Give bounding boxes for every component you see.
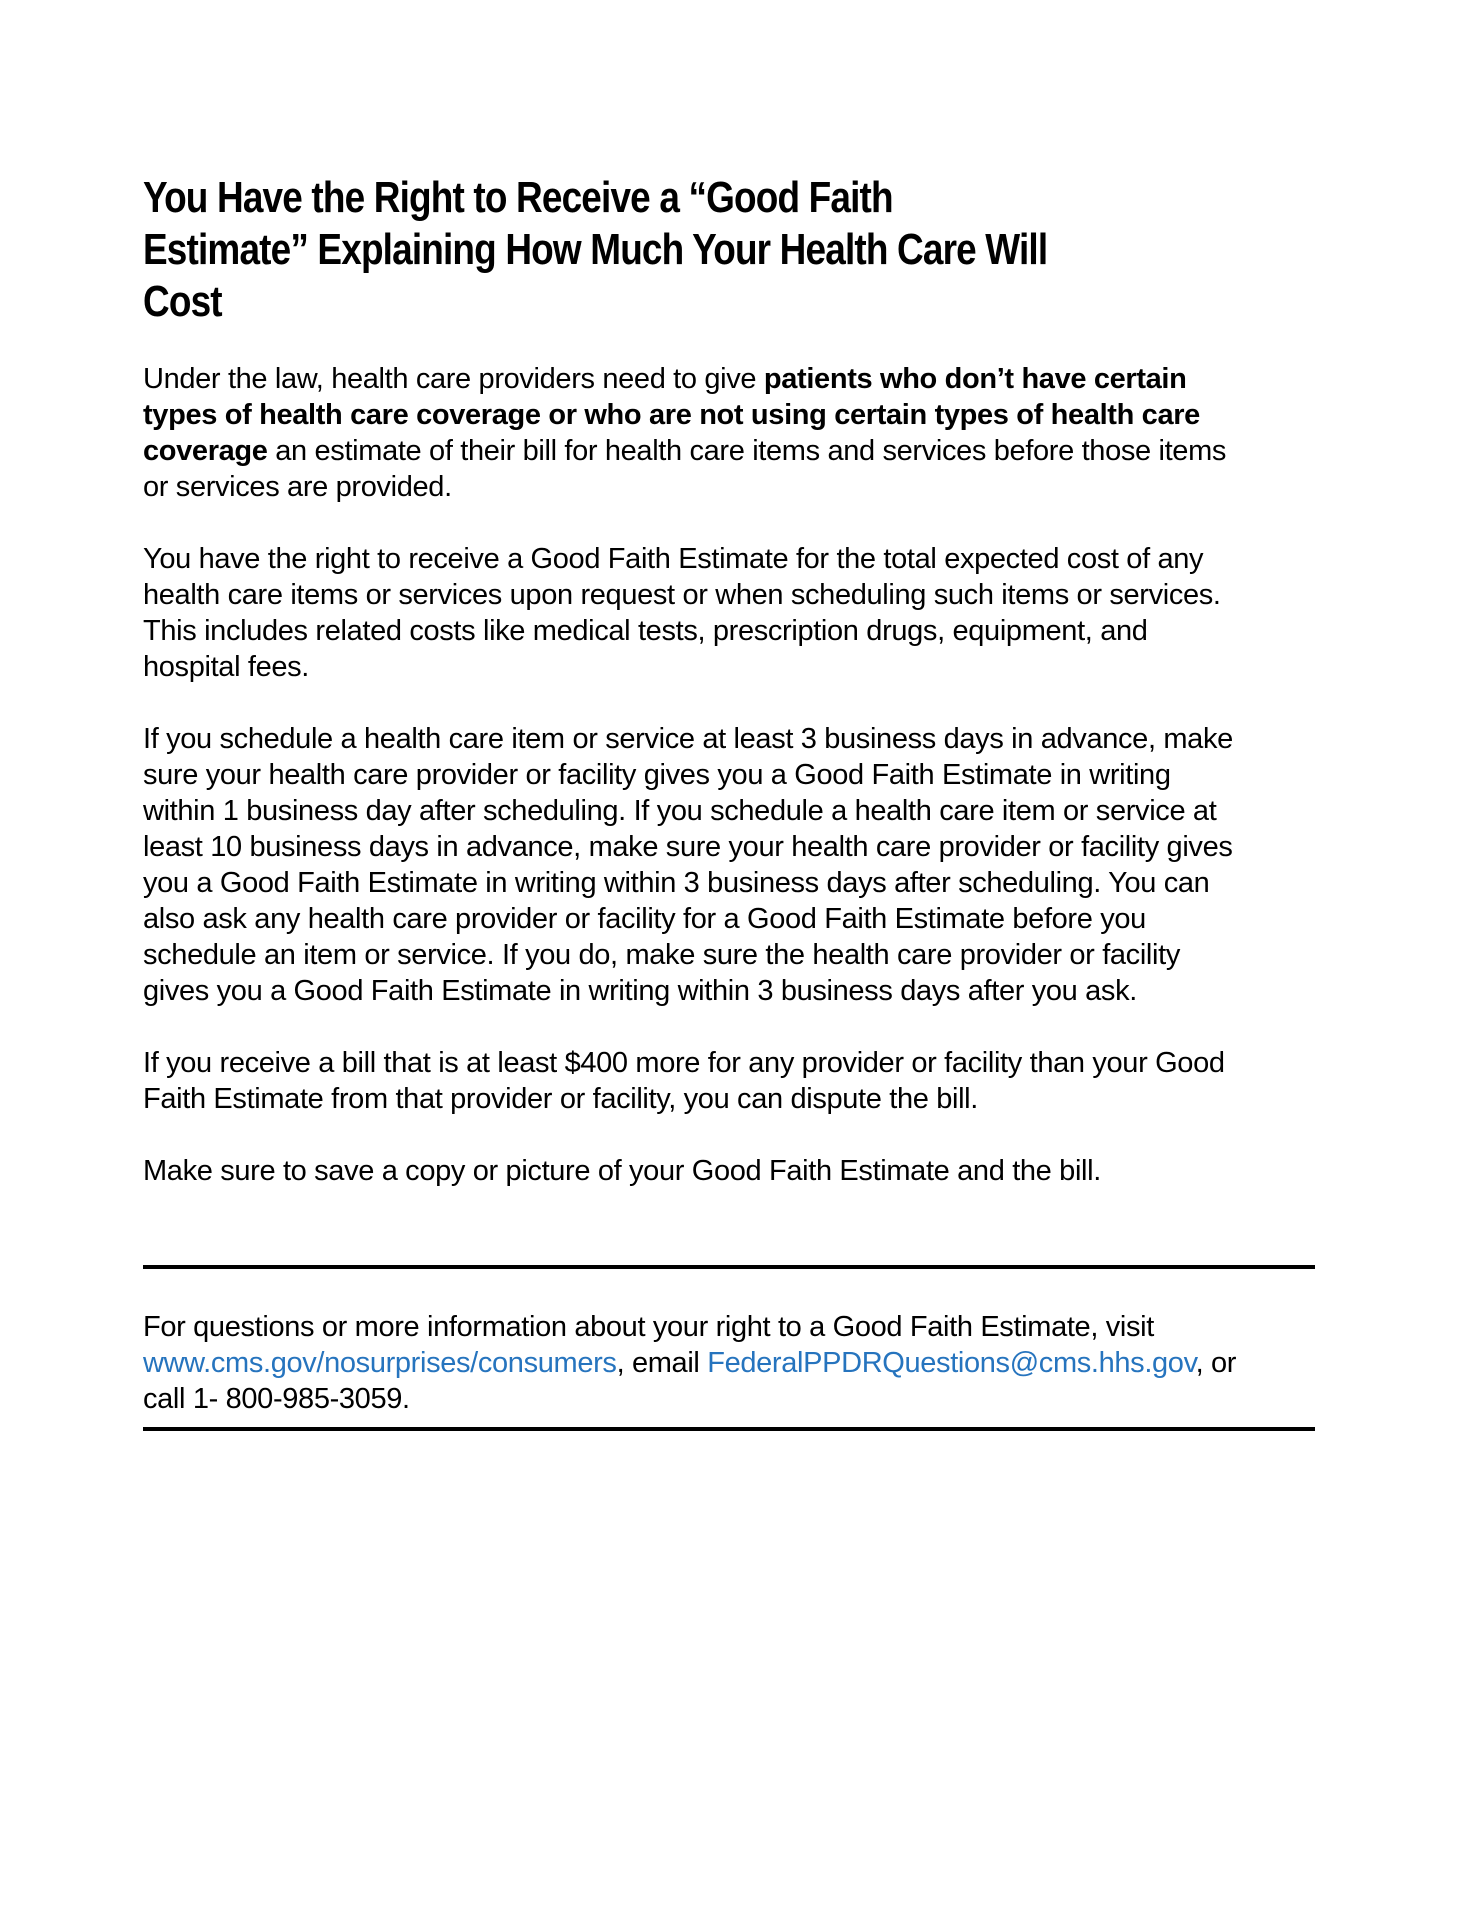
text-segment: Under the law, health care providers need to give [143,363,764,395]
paragraph-save-copy [143,1153,1315,1189]
text-segment: You have the right to receive a Good Faith Estimate for the total expected cost of any [143,543,1204,575]
text-line [143,793,1315,829]
text-segment: Cost [143,277,222,326]
text-segment: schedule an item or service. If you do, make sure the health care provider or facility [143,939,1180,971]
text-line [143,1381,1315,1417]
text-line [143,1045,1315,1081]
text-segment: , or [1195,1347,1237,1379]
federal-ppdr-email-link[interactable]: FederalPPDRQuestions@cms.hhs.gov [707,1347,1196,1379]
text-line [143,613,1315,649]
text-segment: , email [616,1347,708,1379]
text-segment: Faith Estimate from that provider or facility, you can dispute the bill. [143,1083,978,1115]
text-segment: hospital fees. [143,651,309,683]
text-segment: If you receive a bill that is at least $400 more for any provider or facility than your Good [143,1047,1225,1079]
text-segment: within 1 business day after scheduling. If you schedule a health care item or service at [143,795,1217,827]
paragraph-right-to-estimate [143,541,1315,685]
text-line [143,224,1127,276]
text-segment: gives you a Good Faith Estimate in writing within 3 business days after you ask. [143,975,1137,1007]
text-line [143,1153,1315,1189]
text-segment: Estimate” Explaining How Much Your Health Care Will [143,225,1048,274]
text-line [143,1345,1315,1381]
paragraph-scheduling-timelines [143,721,1315,1009]
document-content [143,172,1315,1431]
text-line [143,721,1315,757]
text-segment: or services are provided. [143,471,452,503]
text-segment: sure your health care provider or facility gives you a Good Faith Estimate in writing [143,759,1171,791]
text-segment: coverage [143,435,268,467]
text-line [143,901,1315,937]
text-line [143,973,1315,1009]
text-segment: You Have the Right to Receive a “Good Faith [143,173,893,222]
text-line [143,1081,1315,1117]
page-title [143,172,1127,328]
text-segment: For questions or more information about your right to a Good Faith Estimate, visit [143,1311,1154,1343]
text-line [143,865,1315,901]
text-line [143,276,1127,328]
text-segment: This includes related costs like medical tests, prescription drugs, equipment, and [143,615,1148,647]
text-line [143,757,1315,793]
text-line [143,649,1315,685]
text-line [143,937,1315,973]
text-segment: If you schedule a health care item or service at least 3 business days in advance, make [143,723,1233,755]
text-line [143,172,1127,224]
text-line [143,469,1315,505]
text-segment: least 10 business days in advance, make sure your health care provider or facility gives [143,831,1233,863]
paragraph-dispute-bill [143,1045,1315,1117]
text-line [143,1309,1315,1345]
text-segment: patients who don’t have certain [763,363,1187,395]
text-line [143,433,1315,469]
text-line [143,397,1315,433]
text-segment: an estimate of their bill for health care items and services before those items [267,435,1227,467]
text-segment: Make sure to save a copy or picture of your Good Faith Estimate and the bill. [143,1155,1101,1187]
footer-contact-box [143,1265,1315,1431]
text-segment: you a Good Faith Estimate in writing within 3 business days after scheduling. You can [143,867,1210,899]
paragraph-law-requirement [143,361,1315,505]
text-segment: types of health care coverage or who are not using certain types of health care [143,399,1200,431]
text-line [143,829,1315,865]
text-segment: health care items or services upon request or when scheduling such items or services. [143,579,1221,611]
text-segment: call 1- 800-985-3059. [143,1383,410,1415]
text-line [143,541,1315,577]
text-segment: also ask any health care provider or facility for a Good Faith Estimate before you [143,903,1146,935]
cms-nosurprises-link[interactable]: www.cms.gov/nosurprises/consumers [143,1347,617,1379]
text-line [143,577,1315,613]
text-line [143,361,1315,397]
